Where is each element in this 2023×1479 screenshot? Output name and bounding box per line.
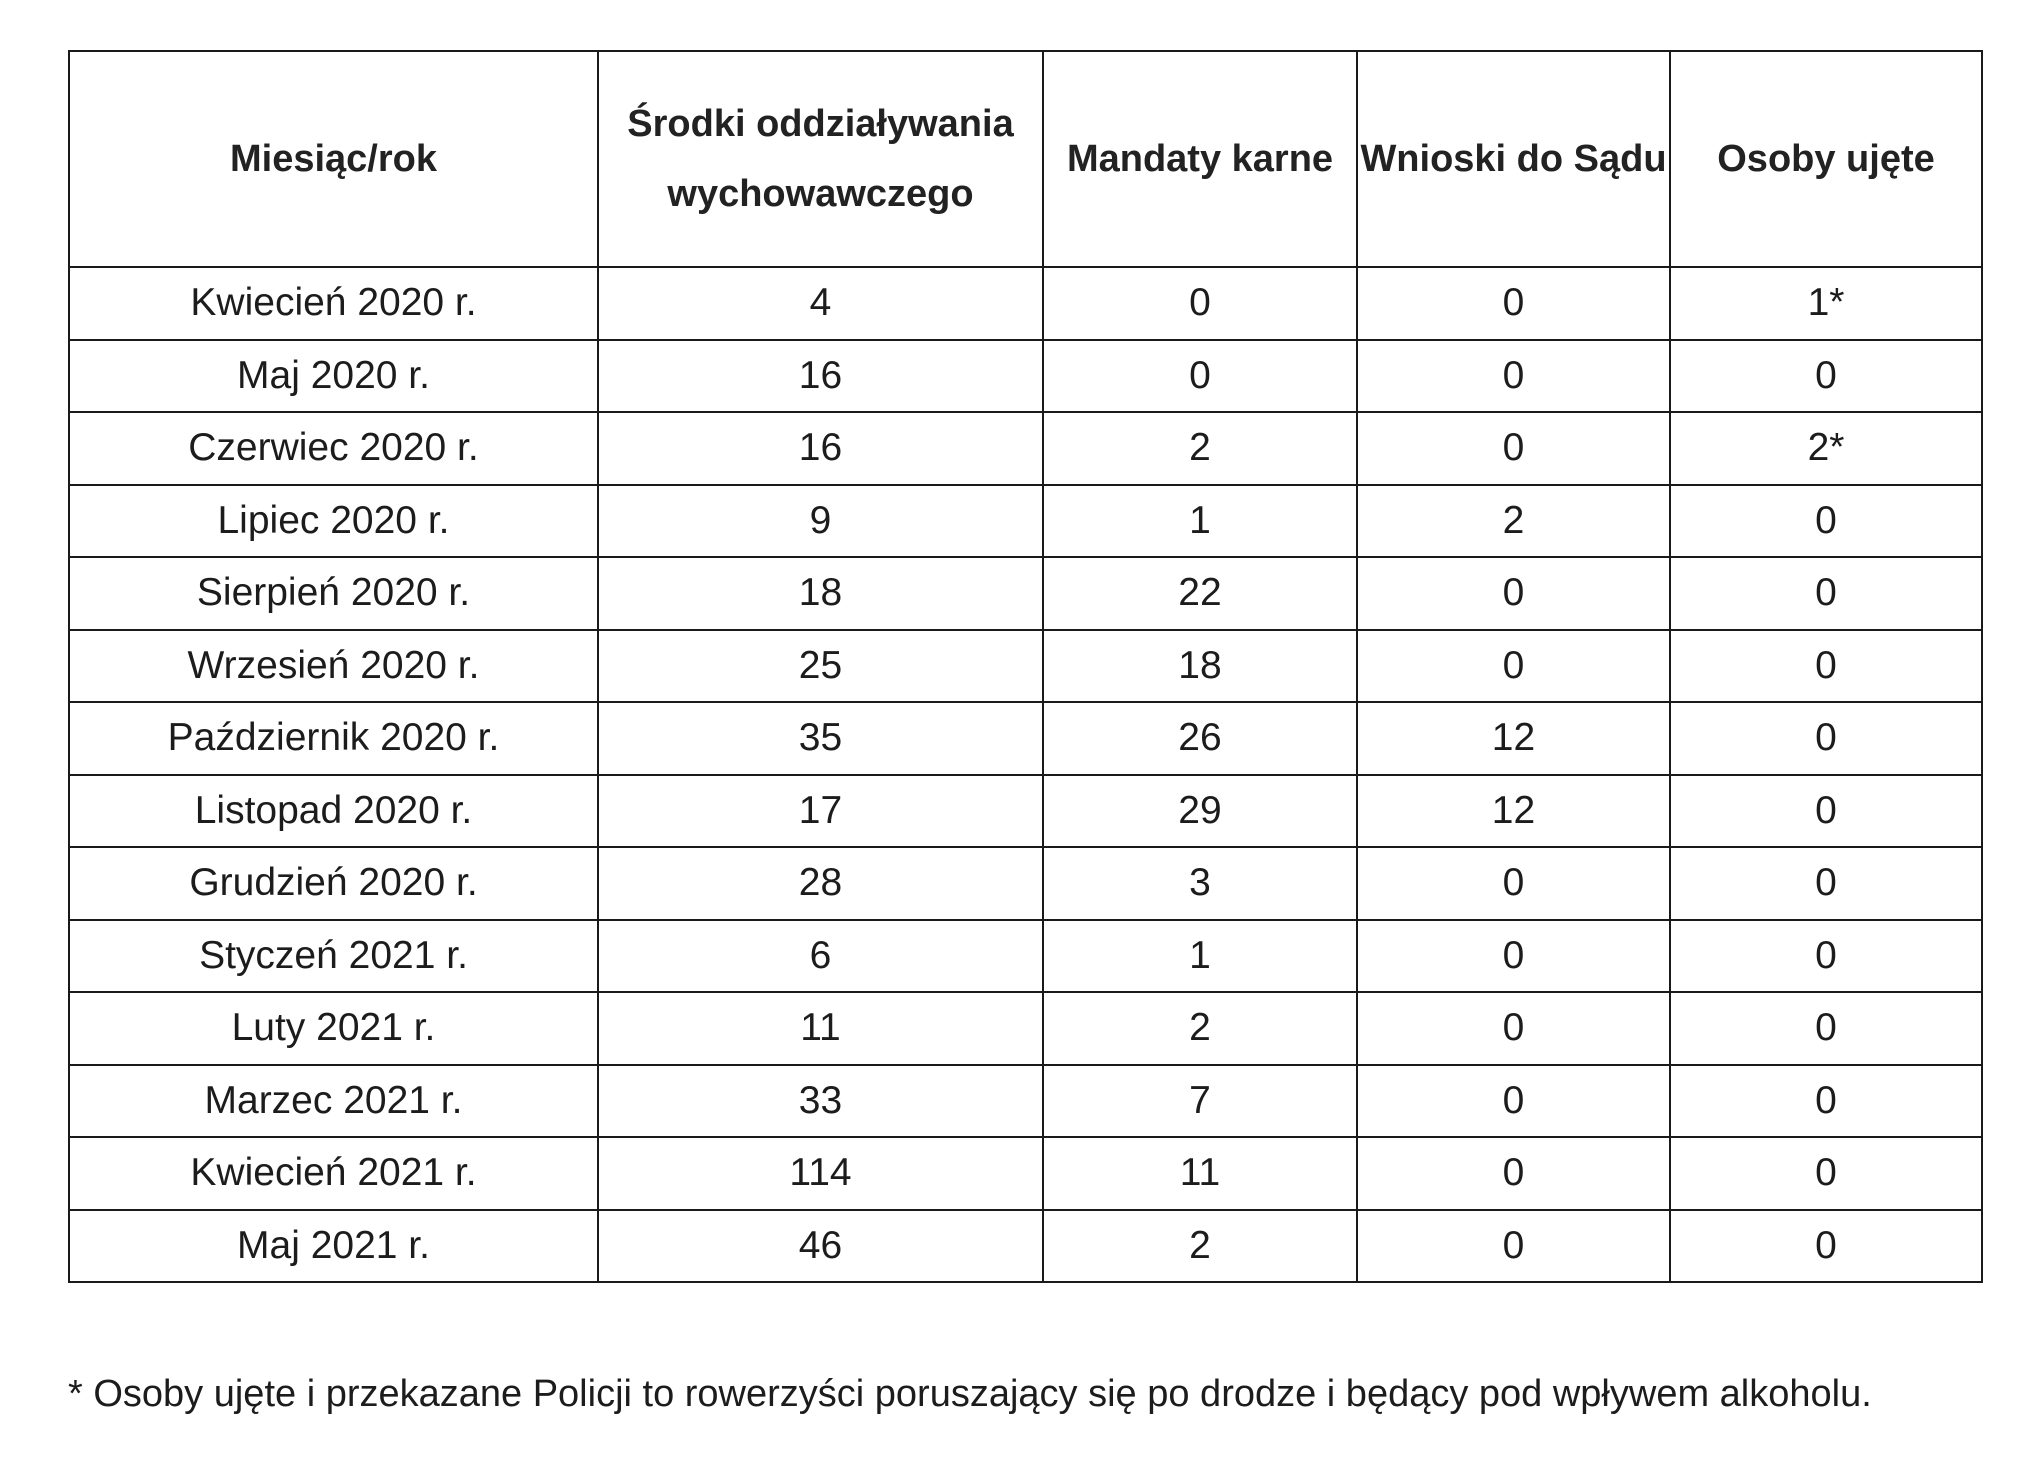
cell-persons-detained: 0 xyxy=(1670,1210,1982,1283)
table-row xyxy=(69,267,1982,340)
cell-court-motions: 0 xyxy=(1357,1137,1670,1210)
table-row xyxy=(69,992,1982,1065)
cell-month-year: Grudzień 2020 r. xyxy=(69,847,598,920)
cell-court-motions: 0 xyxy=(1357,847,1670,920)
cell-persons-detained: 0 xyxy=(1670,485,1982,558)
cell-educational-measures: 17 xyxy=(598,775,1043,848)
cell-month-year: Maj 2020 r. xyxy=(69,340,598,413)
cell-persons-detained: 0 xyxy=(1670,992,1982,1065)
cell-persons-detained: 0 xyxy=(1670,630,1982,703)
table-row xyxy=(69,847,1982,920)
table-row xyxy=(69,1065,1982,1138)
table-row xyxy=(69,557,1982,630)
table-row xyxy=(69,920,1982,993)
cell-fines: 1 xyxy=(1043,485,1357,558)
cell-month-year: Luty 2021 r. xyxy=(69,992,598,1065)
cell-fines: 2 xyxy=(1043,412,1357,485)
cell-court-motions: 0 xyxy=(1357,1065,1670,1138)
cell-persons-detained: 0 xyxy=(1670,340,1982,413)
header-court-motions: Wnioski do Sądu xyxy=(1357,51,1670,267)
statistics-table xyxy=(68,50,1983,1283)
cell-court-motions: 0 xyxy=(1357,920,1670,993)
table-row xyxy=(69,340,1982,413)
cell-educational-measures: 18 xyxy=(598,557,1043,630)
cell-fines: 26 xyxy=(1043,702,1357,775)
cell-educational-measures: 28 xyxy=(598,847,1043,920)
cell-fines: 29 xyxy=(1043,775,1357,848)
table-header xyxy=(69,51,1982,267)
header-educational-measures: Środki oddziaływania wychowawczego xyxy=(598,51,1043,267)
cell-persons-detained: 1* xyxy=(1670,267,1982,340)
header-fines: Mandaty karne xyxy=(1043,51,1357,267)
table-row xyxy=(69,1137,1982,1210)
cell-persons-detained: 0 xyxy=(1670,775,1982,848)
cell-educational-measures: 9 xyxy=(598,485,1043,558)
cell-fines: 3 xyxy=(1043,847,1357,920)
cell-court-motions: 0 xyxy=(1357,630,1670,703)
cell-month-year: Kwiecień 2021 r. xyxy=(69,1137,598,1210)
cell-court-motions: 2 xyxy=(1357,485,1670,558)
cell-court-motions: 12 xyxy=(1357,702,1670,775)
cell-month-year: Lipiec 2020 r. xyxy=(69,485,598,558)
cell-educational-measures: 33 xyxy=(598,1065,1043,1138)
table-body xyxy=(69,267,1982,1282)
cell-educational-measures: 11 xyxy=(598,992,1043,1065)
cell-educational-measures: 16 xyxy=(598,412,1043,485)
cell-court-motions: 0 xyxy=(1357,412,1670,485)
cell-fines: 0 xyxy=(1043,267,1357,340)
cell-educational-measures: 25 xyxy=(598,630,1043,703)
table-row xyxy=(69,485,1982,558)
cell-court-motions: 0 xyxy=(1357,267,1670,340)
cell-fines: 18 xyxy=(1043,630,1357,703)
cell-persons-detained: 0 xyxy=(1670,702,1982,775)
cell-educational-measures: 114 xyxy=(598,1137,1043,1210)
cell-fines: 2 xyxy=(1043,1210,1357,1283)
cell-educational-measures: 46 xyxy=(598,1210,1043,1283)
cell-month-year: Wrzesień 2020 r. xyxy=(69,630,598,703)
cell-month-year: Październik 2020 r. xyxy=(69,702,598,775)
cell-educational-measures: 35 xyxy=(598,702,1043,775)
cell-court-motions: 12 xyxy=(1357,775,1670,848)
cell-persons-detained: 2* xyxy=(1670,412,1982,485)
cell-month-year: Maj 2021 r. xyxy=(69,1210,598,1283)
cell-persons-detained: 0 xyxy=(1670,557,1982,630)
table-row xyxy=(69,412,1982,485)
cell-month-year: Sierpień 2020 r. xyxy=(69,557,598,630)
cell-fines: 1 xyxy=(1043,920,1357,993)
cell-court-motions: 0 xyxy=(1357,1210,1670,1283)
cell-persons-detained: 0 xyxy=(1670,920,1982,993)
cell-persons-detained: 0 xyxy=(1670,847,1982,920)
header-month-year: Miesiąc/rok xyxy=(69,51,598,267)
cell-educational-measures: 16 xyxy=(598,340,1043,413)
cell-month-year: Styczeń 2021 r. xyxy=(69,920,598,993)
cell-month-year: Marzec 2021 r. xyxy=(69,1065,598,1138)
cell-fines: 11 xyxy=(1043,1137,1357,1210)
table-row xyxy=(69,630,1982,703)
cell-fines: 2 xyxy=(1043,992,1357,1065)
cell-month-year: Listopad 2020 r. xyxy=(69,775,598,848)
cell-month-year: Kwiecień 2020 r. xyxy=(69,267,598,340)
cell-persons-detained: 0 xyxy=(1670,1065,1982,1138)
cell-fines: 22 xyxy=(1043,557,1357,630)
header-row xyxy=(69,51,1982,267)
footnote: * Osoby ujęte i przekazane Policji to rowerzyści poruszający się po drodze i będący pod wpływem alkoholu. xyxy=(68,1373,1872,1415)
table-row xyxy=(69,702,1982,775)
cell-court-motions: 0 xyxy=(1357,557,1670,630)
cell-fines: 0 xyxy=(1043,340,1357,413)
cell-court-motions: 0 xyxy=(1357,992,1670,1065)
cell-month-year: Czerwiec 2020 r. xyxy=(69,412,598,485)
cell-court-motions: 0 xyxy=(1357,340,1670,413)
cell-fines: 7 xyxy=(1043,1065,1357,1138)
cell-educational-measures: 4 xyxy=(598,267,1043,340)
table-row xyxy=(69,1210,1982,1283)
cell-persons-detained: 0 xyxy=(1670,1137,1982,1210)
table-row xyxy=(69,775,1982,848)
cell-educational-measures: 6 xyxy=(598,920,1043,993)
header-persons-detained: Osoby ujęte xyxy=(1670,51,1982,267)
